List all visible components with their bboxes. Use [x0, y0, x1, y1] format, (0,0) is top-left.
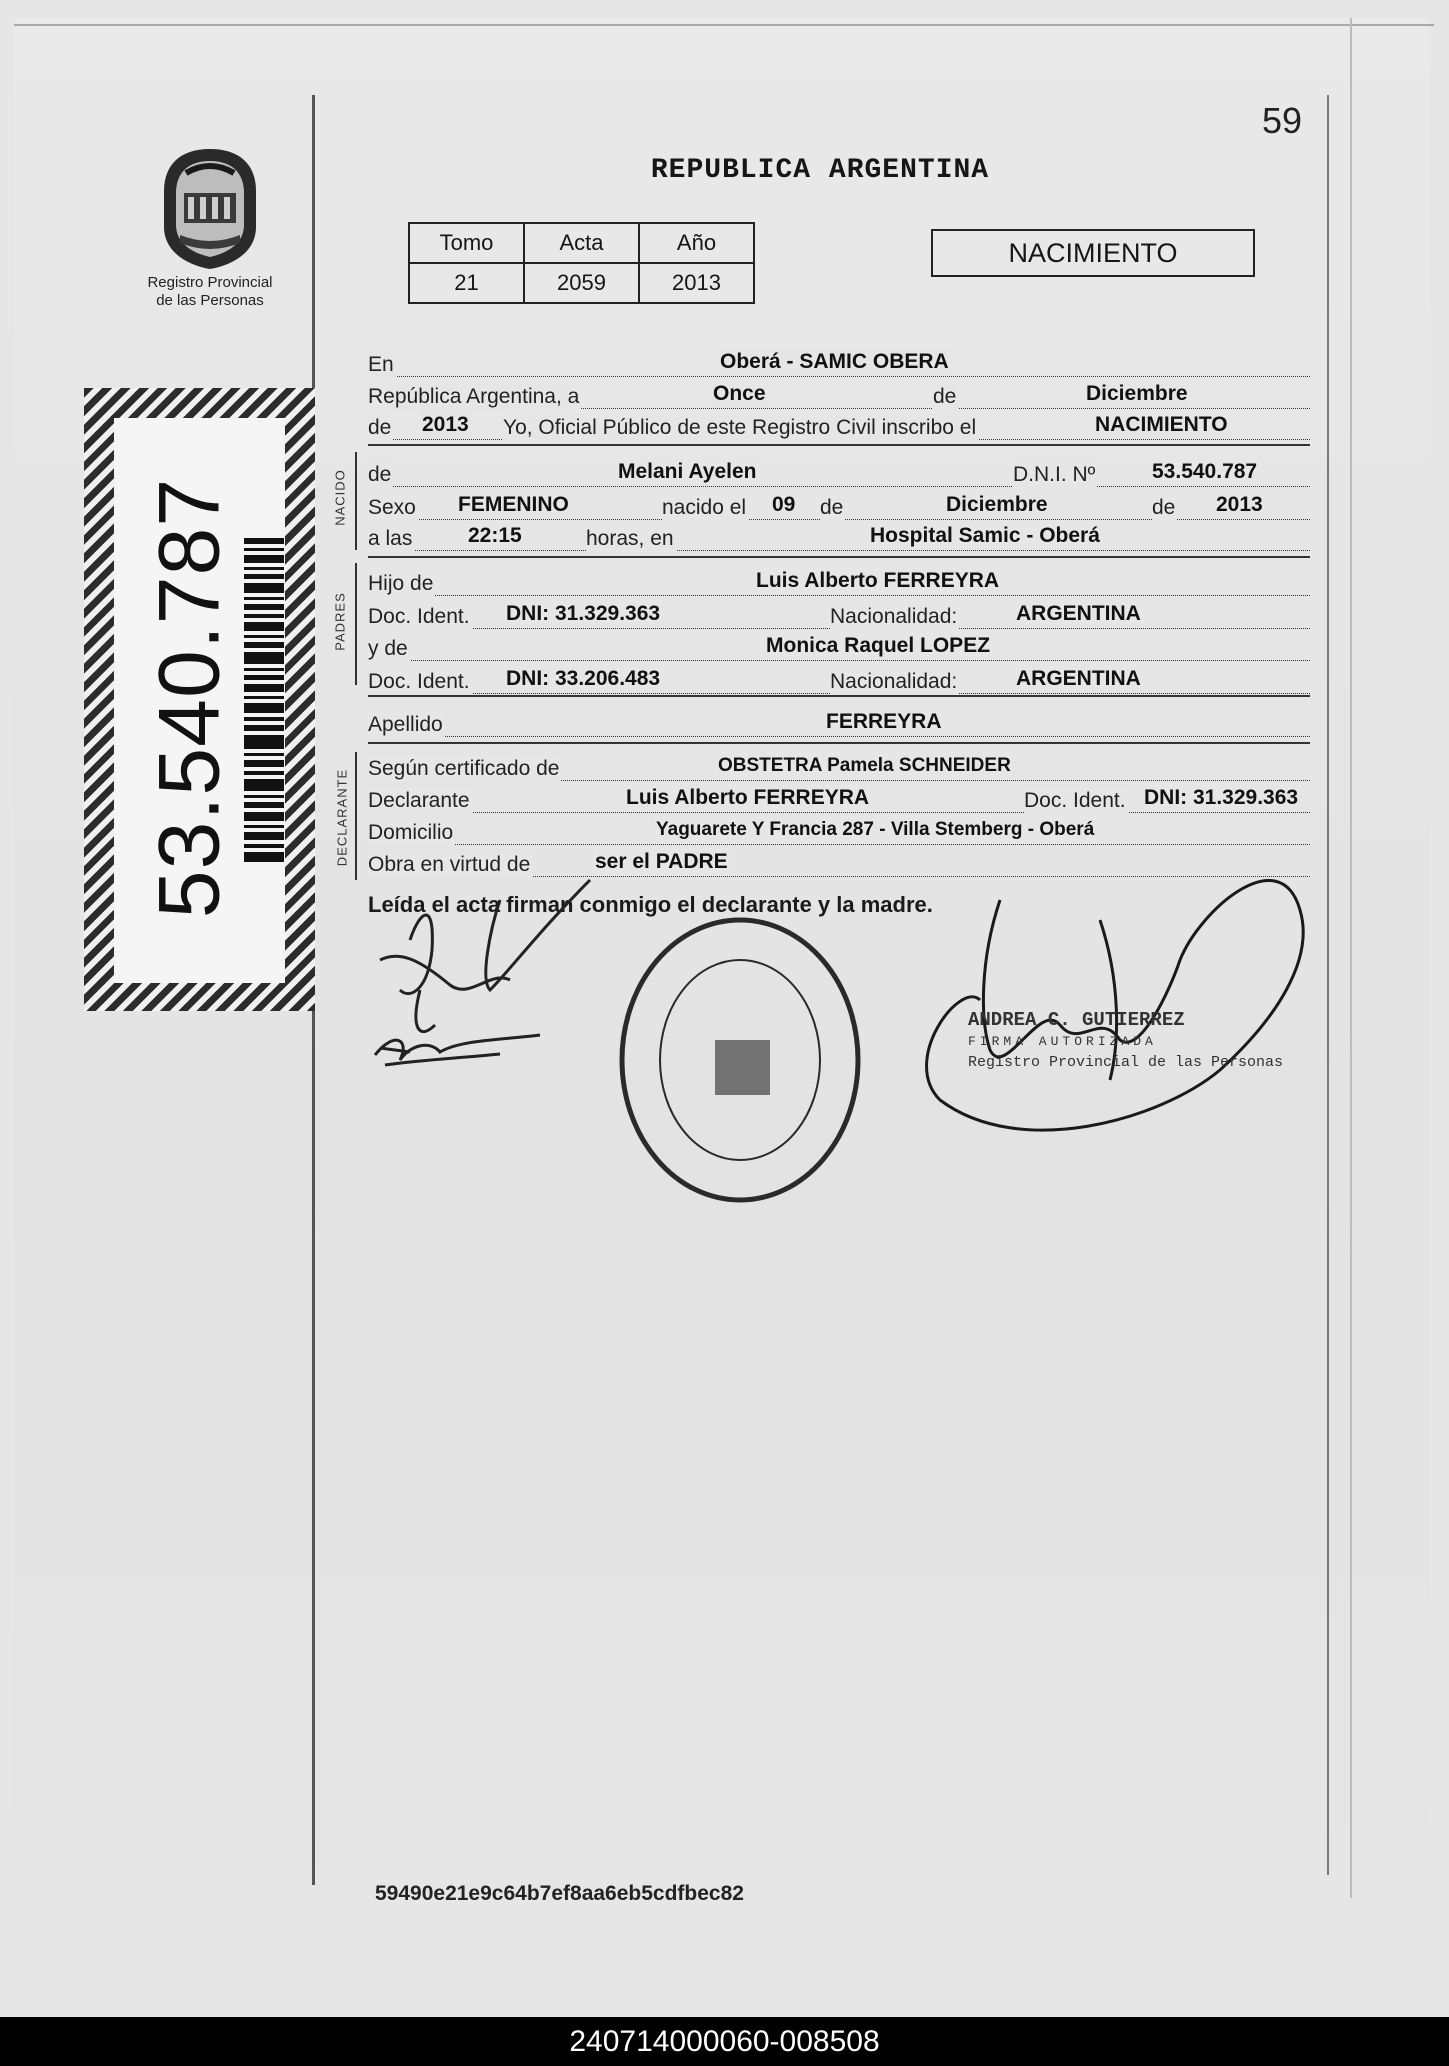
cell-anio: 2013 — [639, 263, 754, 303]
cell-tomo: 21 — [409, 263, 524, 303]
field-declarante — [368, 784, 1310, 813]
table-row — [409, 263, 754, 303]
registry-caption-line2: de las Personas — [156, 292, 264, 309]
value-nombre: Melani Ayelen — [616, 458, 759, 486]
value-declarante-doc: DNI: 31.329.363 — [1142, 784, 1300, 812]
value-nac-dia: 09 — [770, 491, 797, 519]
label-obra: Obra en virtud de — [368, 851, 532, 879]
field-hora-lugar — [368, 522, 1310, 551]
tomo-acta-anio-table — [408, 222, 755, 304]
value-dia: Once — [711, 380, 768, 408]
value-padre-doc: DNI: 31.329.363 — [504, 600, 662, 628]
field-sexo — [368, 491, 1310, 520]
label-de-nombre: de — [368, 461, 393, 489]
value-sexo: FEMENINO — [456, 491, 571, 519]
field-fecha-inscripcion — [368, 380, 1310, 409]
label-apellido: Apellido — [368, 711, 445, 739]
field-madre-doc — [368, 665, 1310, 694]
section-tag-padres: PADRES — [332, 592, 348, 651]
official-org: Registro Provincial de las Personas — [968, 1054, 1284, 1071]
value-lugar-inscripcion: Oberá - SAMIC OBERA — [718, 348, 951, 376]
value-apellido: FERREYRA — [824, 708, 944, 736]
label-nacionalidad-madre: Nacionalidad: — [830, 668, 959, 696]
footer-id-bar: 240714000060-008508 — [0, 2017, 1449, 2066]
value-nac-mes: Diciembre — [944, 491, 1050, 519]
value-madre-nacionalidad: ARGENTINA — [1014, 665, 1143, 693]
document-title: REPUBLICA ARGENTINA — [650, 155, 990, 186]
label-republica: República Argentina, a — [368, 383, 581, 411]
header-tomo: Tomo — [409, 223, 524, 263]
value-nac-anio: 2013 — [1214, 491, 1265, 519]
label-inscribo: Yo, Oficial Público de este Registro Civil inscribo el — [503, 414, 978, 442]
label-sexo: Sexo — [368, 494, 418, 522]
value-anio: 2013 — [420, 411, 471, 439]
table-header-row — [409, 223, 754, 263]
value-lugar-nacimiento: Hospital Samic - Oberá — [868, 522, 1102, 550]
label-y-de: y de — [368, 635, 410, 663]
label-nacionalidad-padre: Nacionalidad: — [830, 603, 959, 631]
field-madre — [368, 632, 1310, 661]
label-doc-ident-madre: Doc. Ident. — [368, 668, 472, 696]
label-nacido-el: nacido el — [662, 494, 748, 522]
value-padre-nacionalidad: ARGENTINA — [1014, 600, 1143, 628]
value-padre: Luis Alberto FERREYRA — [754, 567, 1001, 595]
registry-caption-line1: Registro Provincial — [147, 274, 273, 291]
section-separator — [368, 695, 1310, 697]
section-separator — [368, 742, 1310, 744]
value-domicilio: Yaguarete Y Francia 287 - Villa Stemberg - Oberá — [654, 816, 1096, 844]
header-acta: Acta — [524, 223, 639, 263]
barcode-icon — [244, 538, 284, 868]
label-horas-en: horas, en — [586, 525, 676, 553]
label-de-anio: de — [368, 414, 393, 442]
value-hora: 22:15 — [466, 522, 524, 550]
section-separator — [368, 444, 1310, 446]
label-de-nac-anio: de — [1152, 494, 1177, 522]
label-certificado: Según certificado de — [368, 755, 561, 783]
mother-signature-icon — [375, 1035, 540, 1065]
document-hash: 59490e21e9c64b7ef8aa6eb5cdfbec82 — [375, 1882, 744, 1905]
label-a-las: a las — [368, 525, 414, 553]
declarant-signature-icon — [380, 880, 590, 1032]
nacido-bracket — [355, 452, 357, 550]
official-stamp-text — [968, 1010, 1283, 1073]
field-nombre — [368, 458, 1310, 487]
section-separator — [368, 556, 1310, 558]
label-de-mes: de — [933, 383, 958, 411]
top-edge-line — [14, 24, 1434, 26]
label-de-nac-mes: de — [820, 494, 845, 522]
label-dni: D.N.I. Nº — [1013, 461, 1097, 489]
field-padre — [368, 567, 1310, 596]
page-edge-line — [1350, 18, 1352, 1898]
field-en — [368, 348, 1310, 377]
closing-statement: Leída el acta firman conmigo el declarante y la madre. — [368, 892, 933, 917]
cell-acta: 2059 — [524, 263, 639, 303]
value-inscribo: NACIMIENTO — [1093, 411, 1230, 439]
provincia-de-misiones-seal-icon — [150, 143, 270, 273]
official-role: FIRMA AUTORIZADA — [968, 1034, 1157, 1049]
document-type-box: NACIMIENTO — [931, 229, 1255, 277]
value-declarante: Luis Alberto FERREYRA — [624, 784, 871, 812]
label-domicilio: Domicilio — [368, 819, 455, 847]
label-en: En — [368, 351, 396, 379]
label-doc-ident-padre: Doc. Ident. — [368, 603, 472, 631]
official-name: ANDREA C. GUTIERREZ — [968, 1009, 1185, 1031]
padres-bracket — [355, 563, 357, 685]
label-declarante: Declarante — [368, 787, 472, 815]
value-madre: Monica Raquel LOPEZ — [764, 632, 992, 660]
section-tag-nacido: NACIDO — [332, 469, 348, 526]
label-declarante-doc: Doc. Ident. — [1024, 787, 1128, 815]
section-tag-declarante: DECLARANTE — [334, 768, 350, 867]
value-madre-doc: DNI: 33.206.483 — [504, 665, 662, 693]
label-hijo-de: Hijo de — [368, 570, 435, 598]
dni-side-card — [84, 388, 315, 1011]
dni-card-inner — [114, 418, 285, 983]
field-padre-doc — [368, 600, 1310, 629]
field-inscribo — [368, 411, 1310, 440]
value-obra: ser el PADRE — [593, 848, 730, 876]
field-apellido — [368, 708, 1310, 737]
value-dni: 53.540.787 — [1150, 458, 1259, 486]
field-certificado — [368, 752, 1310, 781]
value-certificado: OBSTETRA Pamela SCHNEIDER — [716, 752, 1013, 780]
value-mes: Diciembre — [1084, 380, 1190, 408]
dni-number-vertical: 53.540.787 — [141, 477, 238, 919]
registry-caption — [120, 274, 300, 310]
header-anio: Año — [639, 223, 754, 263]
page-number: 59 — [1262, 100, 1303, 141]
